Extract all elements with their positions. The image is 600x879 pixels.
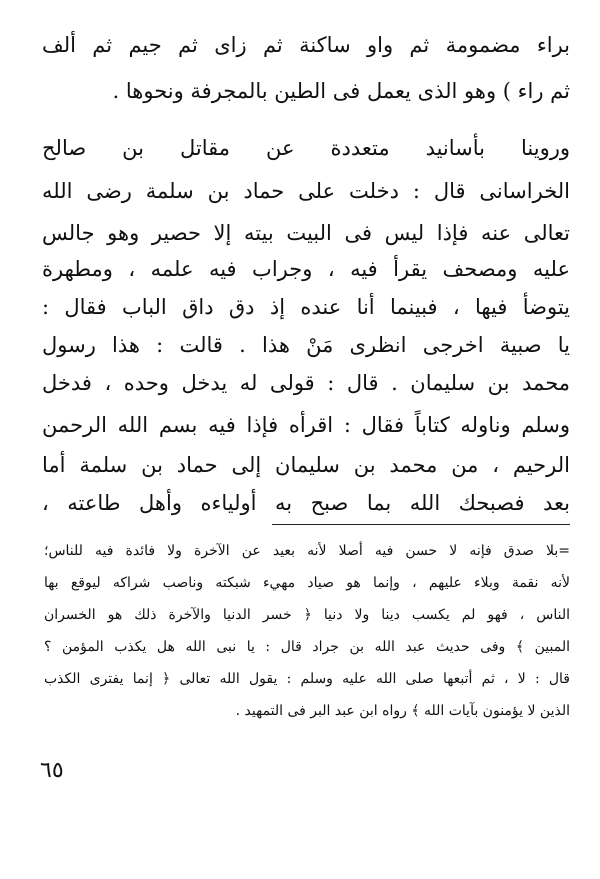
footnote-line-2: لأنه نقمة وبلاء عليهم ، وإنما هو صياد مهيء شبكته وناصب شراكه ليوقع بها <box>44 575 570 591</box>
body-line-4: الخراسانى قال : دخلت على حماد بن سلمة رضى الله <box>42 179 570 203</box>
footnote-line-5: قال : لا ، ثم أتبعها صلى الله عليه وسلم : يقول الله تعالى ﴿ إنما يفترى الكذب <box>44 671 570 687</box>
body-line-9: محمد بن سليمان . قال : قولى له يدخل وحده ، فدخل <box>42 371 570 395</box>
body-line-2: ثم راء ) وهو الذى يعمل فى الطين بالمجرفة ونحوها . <box>112 79 570 103</box>
footnote-line-6: الذين لا يؤمنون بآيات الله ﴾ رواه ابن عبد البر فى التمهيد . <box>235 703 570 719</box>
body-line-12: بعد فصبحك الله بما صبح به أولياءه وأهل طاعته ، <box>42 491 570 515</box>
body-line-1: براء مضمومة ثم واو ساكنة ثم زاى ثم جيم ثم ألف <box>42 33 570 57</box>
footnote-line-3: الناس ، فهو لم يكسب دينا ولا دنيا ﴿ خسر الدنيا والآخرة ذلك هو الخسران <box>44 607 570 623</box>
body-line-11: الرحيم ، من محمد بن سليمان إلى حماد بن سلمة أما <box>42 453 570 477</box>
body-line-3: وروينا بأسانيد متعددة عن مقاتل بن صالح <box>42 136 570 160</box>
body-line-6: عليه ومصحف يقرأ فيه ، وجراب فيه علمه ، ومطهرة <box>42 257 570 281</box>
body-line-8: يا صبية اخرجى انظرى مَنْ هذا . قالت : هذا رسول <box>42 333 570 357</box>
footnote-line-4: المبين ﴾ وفى حديث عبد الله بن جراد قال : يا نبى الله هل يكذب المؤمن ؟ <box>44 639 570 655</box>
footnote-separator <box>272 524 570 525</box>
body-line-5: تعالى عنه فإذا ليس فى البيت بيته إلا حصير وهو جالس <box>42 221 570 245</box>
footnote-line-1: =بلا صدق فإنه لا حسن فيه أصلا لأنه بعيد عن الآخرة ولا فائدة فيه للناس؛ <box>44 543 570 559</box>
body-line-10: وسلم وناوله كتاباً فقال : اقرأه فإذا فيه بسم الله الرحمن <box>42 413 570 437</box>
page-number: ٦٥ <box>40 758 64 783</box>
body-line-7: يتوضأ فيها ، فبينما أنا عنده إذ دق داق الباب فقال : <box>42 295 570 319</box>
